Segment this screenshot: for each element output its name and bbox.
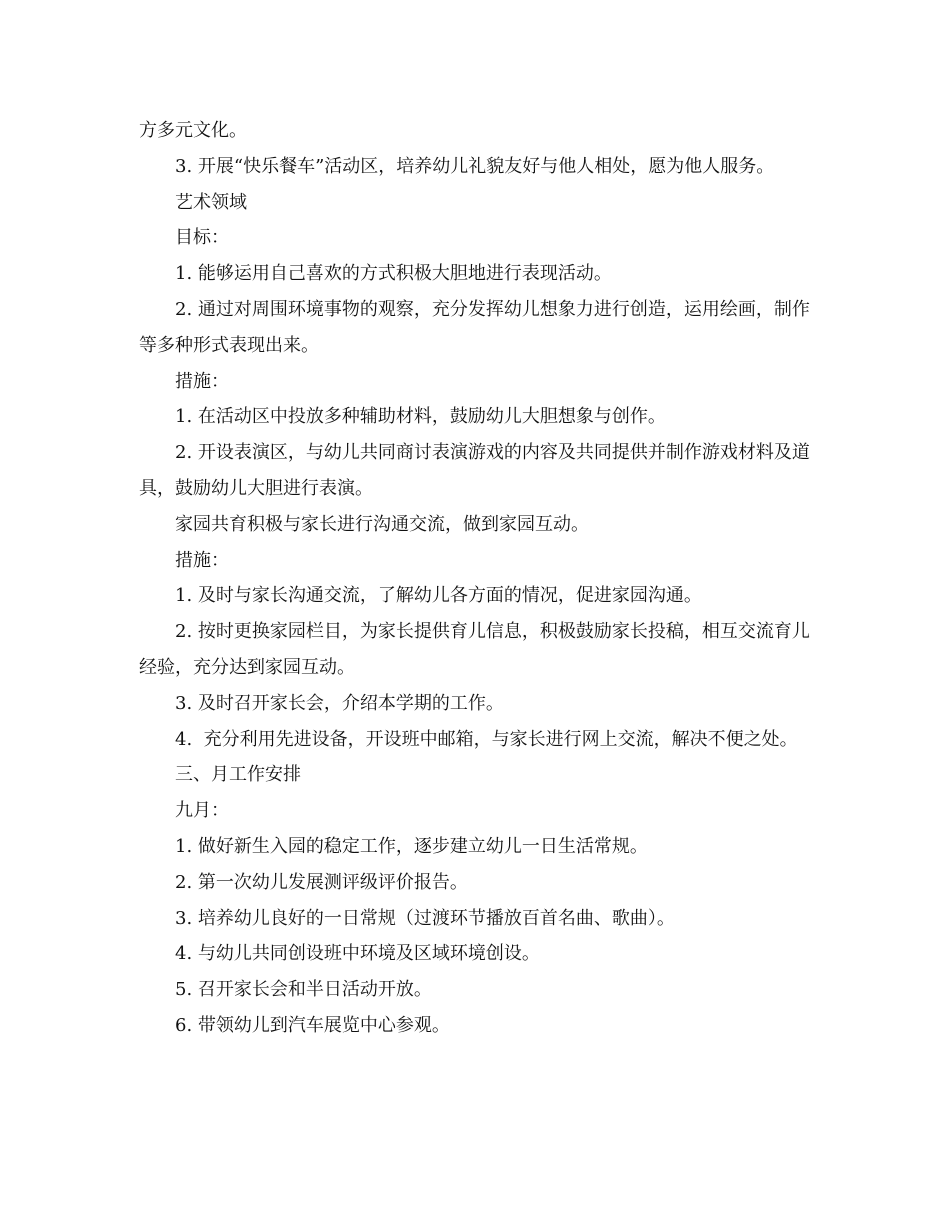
paragraph-art-goal-1: 1. 能够运用自己喜欢的方式积极大胆地进行表现活动。 [175,263,612,285]
paragraph-home-measure-2: 2. 按时更换家园栏目，为家长提供育儿信息，积极鼓励家长投稿，相互交流育儿经验，充分达到家园互动。 [139,621,810,678]
section-heading-monthly-plan: 三、月工作安排 [175,764,301,786]
section-heading-art: 艺术领域 [175,191,247,213]
paragraph-art-goal-2: 2. 通过对周围环境事物的观察，充分发挥幼儿想象力进行创造，运用绘画，制作等多种形式表现出来。 [139,298,810,356]
paragraph-home-measure-3: 3. 及时召开家长会，介绍本学期的工作。 [175,692,504,714]
paragraph-september-item-4: 4. 与幼儿共同创设班中环境及区域环境创设。 [175,943,540,965]
paragraph-art-measure-1: 1. 在活动区中投放多种辅助材料，鼓励幼儿大胆想象与创作。 [175,406,666,428]
paragraph-september-item-2: 2. 第一次幼儿发展测评级评价报告。 [175,871,468,893]
paragraph-continuation: 方多元文化。 [139,120,247,141]
subheading-measures: 措施： [175,549,229,571]
paragraph-september-item-1: 1. 做好新生入园的稳定工作，逐步建立幼儿一日生活常规。 [175,835,648,857]
paragraph-september-item-6: 6. 带领幼儿到汽车展览中心参观。 [175,1014,450,1036]
subheading-september: 九月： [175,800,229,822]
paragraph-home-measure-4: 4. 充分利用先进设备，开设班中邮箱，与家长进行网上交流，解决不便之处。 [175,728,798,750]
document-body [139,113,811,1044]
paragraph-september-item-5: 5. 召开家长会和半日活动开放。 [175,979,432,1001]
paragraph-september-item-3: 3. 培养幼儿良好的一日常规（过渡环节播放百首名曲、歌曲）。 [175,907,675,929]
section-heading-home-school: 家园共育积极与家长进行沟通交流，做到家园互动。 [175,513,589,535]
subheading-measures: 措施： [175,370,229,392]
paragraph-home-measure-1: 1. 及时与家长沟通交流，了解幼儿各方面的情况，促进家园沟通。 [175,585,702,607]
paragraph-art-measure-2: 2. 开设表演区，与幼儿共同商讨表演游戏的内容及共同提供并制作游戏材料及道具，鼓励幼儿大胆进行表演。 [139,442,810,499]
paragraph-social-item-3: 3. 开展“快乐餐车”活动区，培养幼儿礼貌友好与他人相处，愿为他人服务。 [175,155,775,177]
subheading-goals: 目标： [175,227,229,249]
